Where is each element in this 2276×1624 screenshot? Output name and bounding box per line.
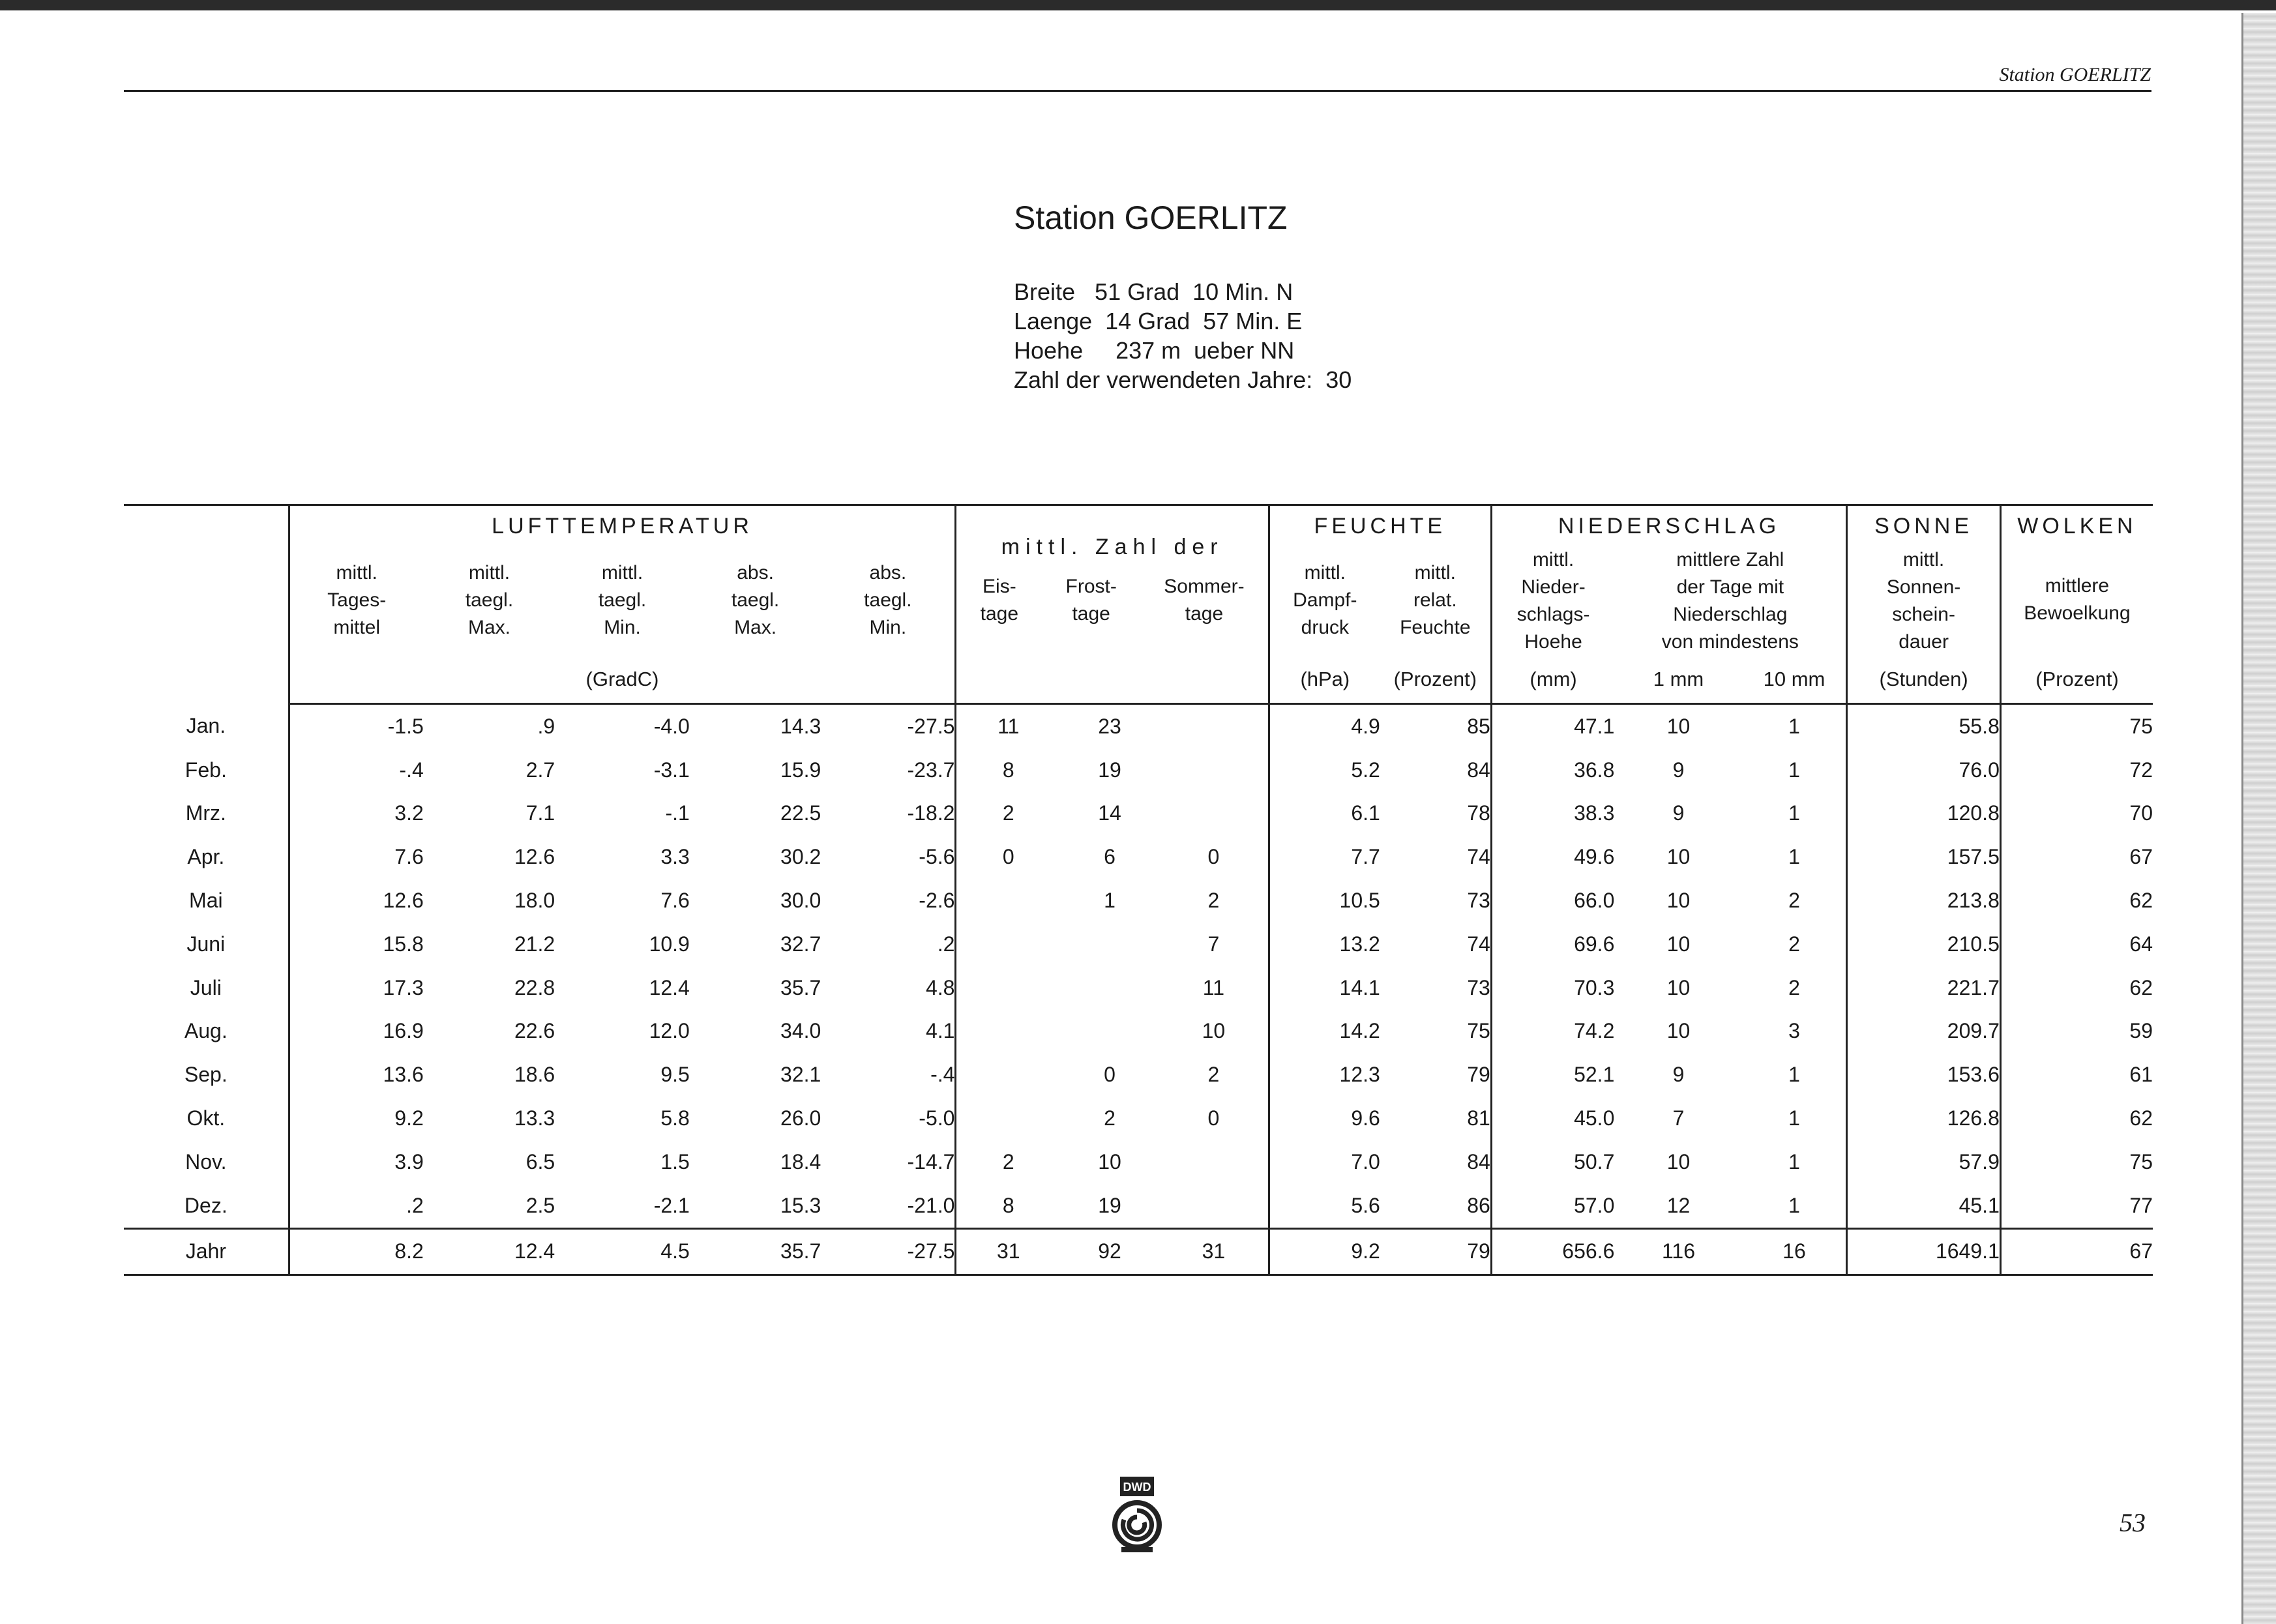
cell-abs-max: 32.1 (780, 1063, 821, 1087)
hdr-nieder-hoehe: mittl. Nieder- schlags- Hoehe (1491, 546, 1614, 656)
cell-taegl-min: 5.8 (660, 1106, 690, 1130)
table-row (124, 1140, 2153, 1184)
cell-abs-min: -18.2 (907, 801, 955, 825)
cell-taegl-min: 10.9 (649, 932, 690, 956)
unit-empty-7 (1159, 656, 1269, 704)
cell-nieder-hoehe: 52.1 (1491, 1053, 1614, 1097)
cell-frosttage: 19 (1098, 1193, 1121, 1217)
cell-taegl-min: 3.3 (660, 845, 690, 869)
cell-bewoelkung: 67 (2000, 835, 2153, 879)
group-zahl-der-tage (956, 505, 1269, 657)
unit-mm: (mm) (1491, 656, 1614, 704)
year-month: Jahr (124, 1228, 289, 1275)
cell-sonnenschein: 213.8 (1847, 879, 2001, 923)
cell-month: Jan. (186, 714, 226, 738)
table-row (124, 704, 2153, 748)
unit-stunden: (Stunden) (1847, 656, 2001, 704)
cell-bewoelkung: 59 (2000, 1010, 2153, 1054)
year-rel-feuchte: 79 (1380, 1228, 1491, 1275)
cell-taegl-max: 7.1 (525, 801, 555, 825)
cell-rel-feuchte: 73 (1467, 975, 1490, 999)
cell-dampfdruck: 12.3 (1269, 1053, 1380, 1097)
cell-nieder-hoehe: 50.7 (1491, 1140, 1614, 1184)
cell-abs-max: 14.3 (780, 714, 821, 738)
year-row (124, 1228, 2153, 1275)
cell-frosttage: 0 (1104, 1063, 1116, 1087)
cell-month: Apr. (187, 845, 225, 869)
cell-tagesmittel: -.4 (289, 748, 424, 792)
year-eistage: 31 (956, 1228, 1060, 1275)
cell-tage-10mm: 2 (1788, 932, 1800, 956)
cell-taegl-max: 2.7 (525, 758, 555, 782)
cell-taegl-min: -3.1 (653, 758, 690, 782)
unit-prozent-feuchte: (Prozent) (1380, 656, 1491, 704)
cell-eistage (956, 1053, 1060, 1097)
units-row (124, 656, 2153, 704)
cell-taegl-min: 1.5 (660, 1149, 690, 1174)
cell-sommertage (1159, 792, 1269, 836)
cell-eistage (956, 1010, 1060, 1054)
cell-sonnenschein: 210.5 (1847, 923, 2001, 966)
hdr-eistage: Eis- tage (980, 575, 1019, 625)
year-bewoelkung: 67 (2000, 1228, 2153, 1275)
cell-tagesmittel: 17.3 (289, 966, 424, 1010)
info-longitude: Laenge 14 Grad 57 Min. E (1014, 308, 1303, 334)
cell-abs-min: -21.0 (907, 1193, 955, 1217)
year-tagesmittel: 8.2 (289, 1228, 424, 1275)
cell-bewoelkung: 64 (2000, 923, 2153, 966)
cell-bewoelkung: 61 (2000, 1053, 2153, 1097)
cell-tagesmittel: -1.5 (289, 704, 424, 748)
cell-taegl-max: 6.5 (525, 1149, 555, 1174)
table-row (124, 1184, 2153, 1228)
climate-table (124, 504, 2153, 1276)
cell-sommertage: 2 (1207, 1063, 1220, 1087)
logo-text: DWD (1123, 1481, 1151, 1494)
binding-edge (2241, 13, 2276, 1624)
year-sonnenschein: 1649.1 (1847, 1228, 2001, 1275)
cell-abs-max: 32.7 (780, 932, 821, 956)
cell-eistage: 8 (956, 748, 1060, 792)
cell-dampfdruck: 9.6 (1269, 1097, 1380, 1140)
cell-eistage: 8 (956, 1184, 1060, 1228)
cell-tage-10mm: 3 (1788, 1019, 1800, 1043)
unit-1mm: 1 mm (1614, 656, 1742, 704)
cell-sonnenschein: 153.6 (1847, 1053, 2001, 1097)
cell-frosttage: 10 (1098, 1149, 1121, 1174)
cell-sommertage (1159, 704, 1269, 748)
cell-taegl-min: -2.1 (653, 1193, 690, 1217)
info-years: Zahl der verwendeten Jahre: 30 (1014, 366, 1352, 393)
corner-cell (124, 505, 289, 704)
cell-tage-10mm: 1 (1788, 845, 1800, 869)
table-row (124, 748, 2153, 792)
cell-sonnenschein: 76.0 (1847, 748, 2001, 792)
hdr-rel-feuchte: mittl. relat. Feuchte (1400, 562, 1471, 638)
cell-sommertage: 11 (1202, 975, 1225, 999)
cell-tage-1mm: 10 (1666, 845, 1691, 869)
year-abs-min: -27.5 (821, 1228, 956, 1275)
cell-nieder-hoehe: 49.6 (1491, 835, 1614, 879)
year-tage-10mm: 16 (1743, 1228, 1847, 1275)
cell-dampfdruck: 14.1 (1269, 966, 1380, 1010)
cell-bewoelkung: 75 (2000, 1140, 2153, 1184)
cell-eistage: 0 (956, 835, 1060, 879)
cell-dampfdruck: 7.7 (1269, 835, 1380, 879)
cell-frosttage (1060, 1010, 1159, 1054)
cell-sonnenschein: 55.8 (1847, 704, 2001, 748)
year-abs-max: 35.7 (690, 1228, 821, 1275)
page-title: Station GOERLITZ (1014, 199, 1288, 236)
cell-taegl-min: 12.0 (649, 1019, 690, 1043)
cell-nieder-hoehe: 70.3 (1491, 966, 1614, 1010)
cell-rel-feuchte: 85 (1467, 714, 1490, 738)
hdr-sonnenschein: mittl. Sonnen- schein- dauer (1847, 546, 2001, 656)
cell-rel-feuchte: 73 (1467, 889, 1490, 913)
cell-nieder-hoehe: 38.3 (1491, 792, 1614, 836)
table-row (124, 879, 2153, 923)
cell-tage-10mm: 1 (1788, 758, 1800, 782)
cell-month: Juni (186, 932, 226, 956)
cell-sommertage (1159, 1184, 1269, 1228)
top-border (0, 0, 2276, 10)
cell-nieder-hoehe: 66.0 (1491, 879, 1614, 923)
cell-rel-feuchte: 84 (1467, 758, 1490, 782)
cell-tagesmittel: 12.6 (289, 879, 424, 923)
cell-sonnenschein: 221.7 (1847, 966, 2001, 1010)
cell-rel-feuchte: 81 (1467, 1106, 1490, 1130)
cell-rel-feuchte: 79 (1467, 1063, 1490, 1087)
year-tage-1mm: 116 (1614, 1228, 1742, 1275)
cell-tage-1mm: 10 (1666, 889, 1691, 913)
cell-rel-feuchte: 74 (1467, 932, 1490, 956)
cell-rel-feuchte: 78 (1467, 801, 1490, 825)
cell-taegl-max: 21.2 (514, 932, 555, 956)
cell-month: Juli (190, 975, 222, 999)
cell-bewoelkung: 70 (2000, 792, 2153, 836)
table-row (124, 835, 2153, 879)
unit-empty-3 (690, 656, 821, 704)
dwd-logo (1108, 1477, 1166, 1555)
cell-nieder-hoehe: 57.0 (1491, 1184, 1614, 1228)
cell-eistage: 2 (956, 792, 1060, 836)
cell-taegl-max: 13.3 (514, 1106, 555, 1130)
cell-abs-min: -.4 (930, 1063, 955, 1087)
cell-abs-max: 15.9 (780, 758, 821, 782)
group-lufttemperatur: LUFTTEMPERATUR (289, 505, 956, 547)
cell-taegl-min: -.1 (665, 801, 690, 825)
cell-sonnenschein: 157.5 (1847, 835, 2001, 879)
year-taegl-max: 12.4 (424, 1228, 555, 1275)
cell-bewoelkung: 62 (2000, 879, 2153, 923)
cell-nieder-hoehe: 69.6 (1491, 923, 1614, 966)
year-frosttage: 92 (1060, 1228, 1159, 1275)
cell-bewoelkung: 75 (2000, 704, 2153, 748)
cell-frosttage: 2 (1104, 1106, 1116, 1130)
cell-sommertage (1159, 1140, 1269, 1184)
cell-sommertage: 10 (1202, 1019, 1226, 1043)
table-row (124, 1010, 2153, 1054)
cell-bewoelkung: 72 (2000, 748, 2153, 792)
cell-frosttage: 23 (1098, 714, 1121, 738)
cell-rel-feuchte: 86 (1467, 1193, 1490, 1217)
cell-dampfdruck: 5.6 (1269, 1184, 1380, 1228)
table-body (124, 704, 2153, 1229)
group-sonne: SONNE (1847, 505, 2001, 547)
cell-tage-1mm: 12 (1666, 1193, 1691, 1217)
cell-frosttage: 14 (1098, 801, 1121, 825)
year-dampfdruck: 9.2 (1269, 1228, 1380, 1275)
cell-taegl-min: 12.4 (649, 975, 690, 999)
cell-bewoelkung: 77 (2000, 1184, 2153, 1228)
cell-frosttage (1060, 923, 1159, 966)
cell-taegl-max: 2.5 (525, 1193, 555, 1217)
cell-dampfdruck: 13.2 (1269, 923, 1380, 966)
cell-tage-10mm: 1 (1788, 801, 1800, 825)
cell-tage-1mm: 9 (1672, 801, 1685, 825)
cell-tagesmittel: 3.2 (289, 792, 424, 836)
cell-sonnenschein: 45.1 (1847, 1184, 2001, 1228)
year-taegl-min: 4.5 (555, 1228, 690, 1275)
hdr-abs-max: abs. taegl. Max. (731, 562, 780, 638)
header-rule (124, 90, 2151, 92)
unit-empty-5 (956, 656, 1060, 704)
cell-tage-1mm: 10 (1666, 1149, 1691, 1174)
cell-taegl-max: 12.6 (514, 845, 555, 869)
cell-abs-max: 34.0 (780, 1019, 821, 1043)
year-nieder-hoehe: 656.6 (1491, 1228, 1614, 1275)
table-row (124, 1053, 2153, 1097)
table-row (124, 1097, 2153, 1140)
cell-sommertage (1159, 748, 1269, 792)
cell-nieder-hoehe: 47.1 (1491, 704, 1614, 748)
cell-sonnenschein: 57.9 (1847, 1140, 2001, 1184)
cell-taegl-max: 18.6 (514, 1063, 555, 1087)
cell-abs-max: 26.0 (780, 1106, 821, 1130)
cell-nieder-hoehe: 45.0 (1491, 1097, 1614, 1140)
cell-tage-10mm: 2 (1788, 889, 1800, 913)
page-number: 53 (2120, 1508, 2146, 1537)
cell-bewoelkung: 62 (2000, 1097, 2153, 1140)
cell-taegl-max: 22.8 (514, 975, 555, 999)
cell-tage-1mm: 9 (1672, 758, 1685, 782)
cell-nieder-hoehe: 74.2 (1491, 1010, 1614, 1054)
cell-taegl-min: -4.0 (653, 714, 690, 738)
cell-tage-10mm: 2 (1788, 975, 1800, 999)
cell-dampfdruck: 5.2 (1269, 748, 1380, 792)
unit-10mm: 10 mm (1743, 656, 1847, 704)
unit-hpa: (hPa) (1269, 656, 1380, 704)
cell-taegl-max: 22.6 (514, 1019, 555, 1043)
cell-dampfdruck: 14.2 (1269, 1010, 1380, 1054)
cell-tagesmittel: 3.9 (289, 1140, 424, 1184)
cell-eistage (956, 879, 1060, 923)
unit-empty-1 (289, 656, 424, 704)
running-head: Station GOERLITZ (1999, 64, 2151, 85)
cell-eistage (956, 923, 1060, 966)
cell-sonnenschein: 126.8 (1847, 1097, 2001, 1140)
group-feuchte: FEUCHTE (1269, 505, 1491, 547)
cell-sommertage: 0 (1207, 845, 1220, 869)
cell-abs-max: 35.7 (780, 975, 821, 999)
cell-abs-min: -27.5 (907, 714, 955, 738)
unit-gradc: (GradC) (555, 656, 690, 704)
cell-dampfdruck: 10.5 (1269, 879, 1380, 923)
cell-tagesmittel: 7.6 (289, 835, 424, 879)
table-row (124, 923, 2153, 966)
cell-rel-feuchte: 74 (1467, 845, 1490, 869)
cell-month: Nov. (185, 1149, 227, 1174)
cell-frosttage: 6 (1104, 845, 1116, 869)
hdr-taegl-min: mittl. taegl. Min. (598, 562, 647, 638)
station-info-block (1014, 199, 1352, 394)
cell-tage-10mm: 1 (1788, 1193, 1800, 1217)
hdr-abs-min: abs. taegl. Min. (864, 562, 912, 638)
info-altitude: Hoehe 237 m ueber NN (1014, 337, 1295, 364)
cell-tagesmittel: .2 (289, 1184, 424, 1228)
cell-month: Mai (189, 889, 223, 913)
cell-abs-max: 30.0 (780, 889, 821, 913)
cell-sommertage: 2 (1207, 889, 1220, 913)
hdr-frosttage: Frost- tage (1065, 575, 1117, 625)
cell-abs-min: -5.6 (919, 845, 955, 869)
unit-empty-6 (1060, 656, 1159, 704)
cell-month: Mrz. (185, 801, 226, 825)
cell-dampfdruck: 7.0 (1269, 1140, 1380, 1184)
cell-tage-10mm: 1 (1788, 714, 1800, 738)
cell-abs-min: -2.6 (919, 889, 955, 913)
cell-abs-max: 30.2 (780, 845, 821, 869)
table-row (124, 966, 2153, 1010)
cell-eistage (956, 966, 1060, 1010)
cell-eistage: 11 (956, 704, 1060, 748)
cell-abs-min: -14.7 (907, 1149, 955, 1174)
cell-taegl-max: .9 (537, 714, 555, 738)
cell-month: Aug. (184, 1019, 228, 1043)
cell-tagesmittel: 9.2 (289, 1097, 424, 1140)
hdr-sommertage: Sommer- tage (1164, 575, 1245, 625)
cell-eistage: 2 (956, 1140, 1060, 1184)
cell-tage-1mm: 7 (1672, 1106, 1685, 1130)
group-niederschlag: NIEDERSCHLAG (1491, 505, 1847, 547)
cell-month: Okt. (186, 1106, 226, 1130)
cell-taegl-min: 9.5 (660, 1063, 690, 1087)
cell-tage-1mm: 10 (1666, 1019, 1691, 1043)
cell-tage-10mm: 1 (1788, 1063, 1800, 1087)
table-row (124, 792, 2153, 836)
hdr-bewoelkung: mittlere Bewoelkung (2000, 546, 2153, 656)
cell-eistage (956, 1097, 1060, 1140)
cell-abs-max: 15.3 (780, 1193, 821, 1217)
cell-sommertage: 7 (1207, 932, 1220, 956)
cell-frosttage: 1 (1104, 889, 1116, 913)
group-wolken: WOLKEN (2000, 505, 2153, 547)
zahl-label: mittl. Zahl der (1001, 534, 1224, 559)
cell-tage-1mm: 9 (1672, 1063, 1685, 1087)
cell-rel-feuchte: 84 (1467, 1149, 1490, 1174)
cell-abs-min: .2 (937, 932, 955, 956)
cell-tage-1mm: 10 (1666, 714, 1691, 738)
cell-month: Dez. (184, 1193, 228, 1217)
hdr-nieder-tage: mittlere Zahl der Tage mit Niederschlag von mindestens (1661, 549, 1799, 653)
cell-tage-1mm: 10 (1666, 932, 1691, 956)
cell-month: Feb. (185, 758, 227, 782)
cell-abs-min: 4.8 (925, 975, 955, 999)
cell-tage-10mm: 1 (1788, 1149, 1800, 1174)
cell-abs-max: 22.5 (780, 801, 821, 825)
hdr-dampfdruck: mittl. Dampf- druck (1269, 546, 1380, 656)
cell-abs-max: 18.4 (780, 1149, 821, 1174)
cell-nieder-hoehe: 36.8 (1491, 748, 1614, 792)
unit-prozent-wolken: (Prozent) (2000, 656, 2153, 704)
cell-tagesmittel: 13.6 (289, 1053, 424, 1097)
cell-rel-feuchte: 75 (1467, 1019, 1490, 1043)
cell-dampfdruck: 4.9 (1269, 704, 1380, 748)
cell-tagesmittel: 15.8 (289, 923, 424, 966)
cell-frosttage (1060, 966, 1159, 1010)
cell-bewoelkung: 62 (2000, 966, 2153, 1010)
group-header-row (124, 505, 2153, 547)
cell-sommertage: 0 (1207, 1106, 1220, 1130)
cell-taegl-max: 18.0 (514, 889, 555, 913)
cell-dampfdruck: 6.1 (1269, 792, 1380, 836)
hdr-taegl-max: mittl. taegl. Max. (465, 562, 514, 638)
cell-taegl-min: 7.6 (660, 889, 690, 913)
cell-abs-min: -23.7 (907, 758, 955, 782)
unit-empty-2 (424, 656, 555, 704)
hdr-tagesmittel: mittl. Tages- mittel (289, 546, 424, 656)
cell-tagesmittel: 16.9 (289, 1010, 424, 1054)
cell-abs-min: -5.0 (919, 1106, 955, 1130)
cell-tage-10mm: 1 (1788, 1106, 1800, 1130)
info-latitude: Breite 51 Grad 10 Min. N (1014, 278, 1293, 305)
cell-sonnenschein: 120.8 (1847, 792, 2001, 836)
cell-abs-min: 4.1 (925, 1019, 955, 1043)
cell-frosttage: 19 (1098, 758, 1121, 782)
cell-month: Sep. (184, 1063, 228, 1087)
year-sommertage: 31 (1159, 1228, 1269, 1275)
cell-sonnenschein: 209.7 (1847, 1010, 2001, 1054)
unit-empty-4 (821, 656, 956, 704)
cell-tage-1mm: 10 (1666, 975, 1691, 999)
